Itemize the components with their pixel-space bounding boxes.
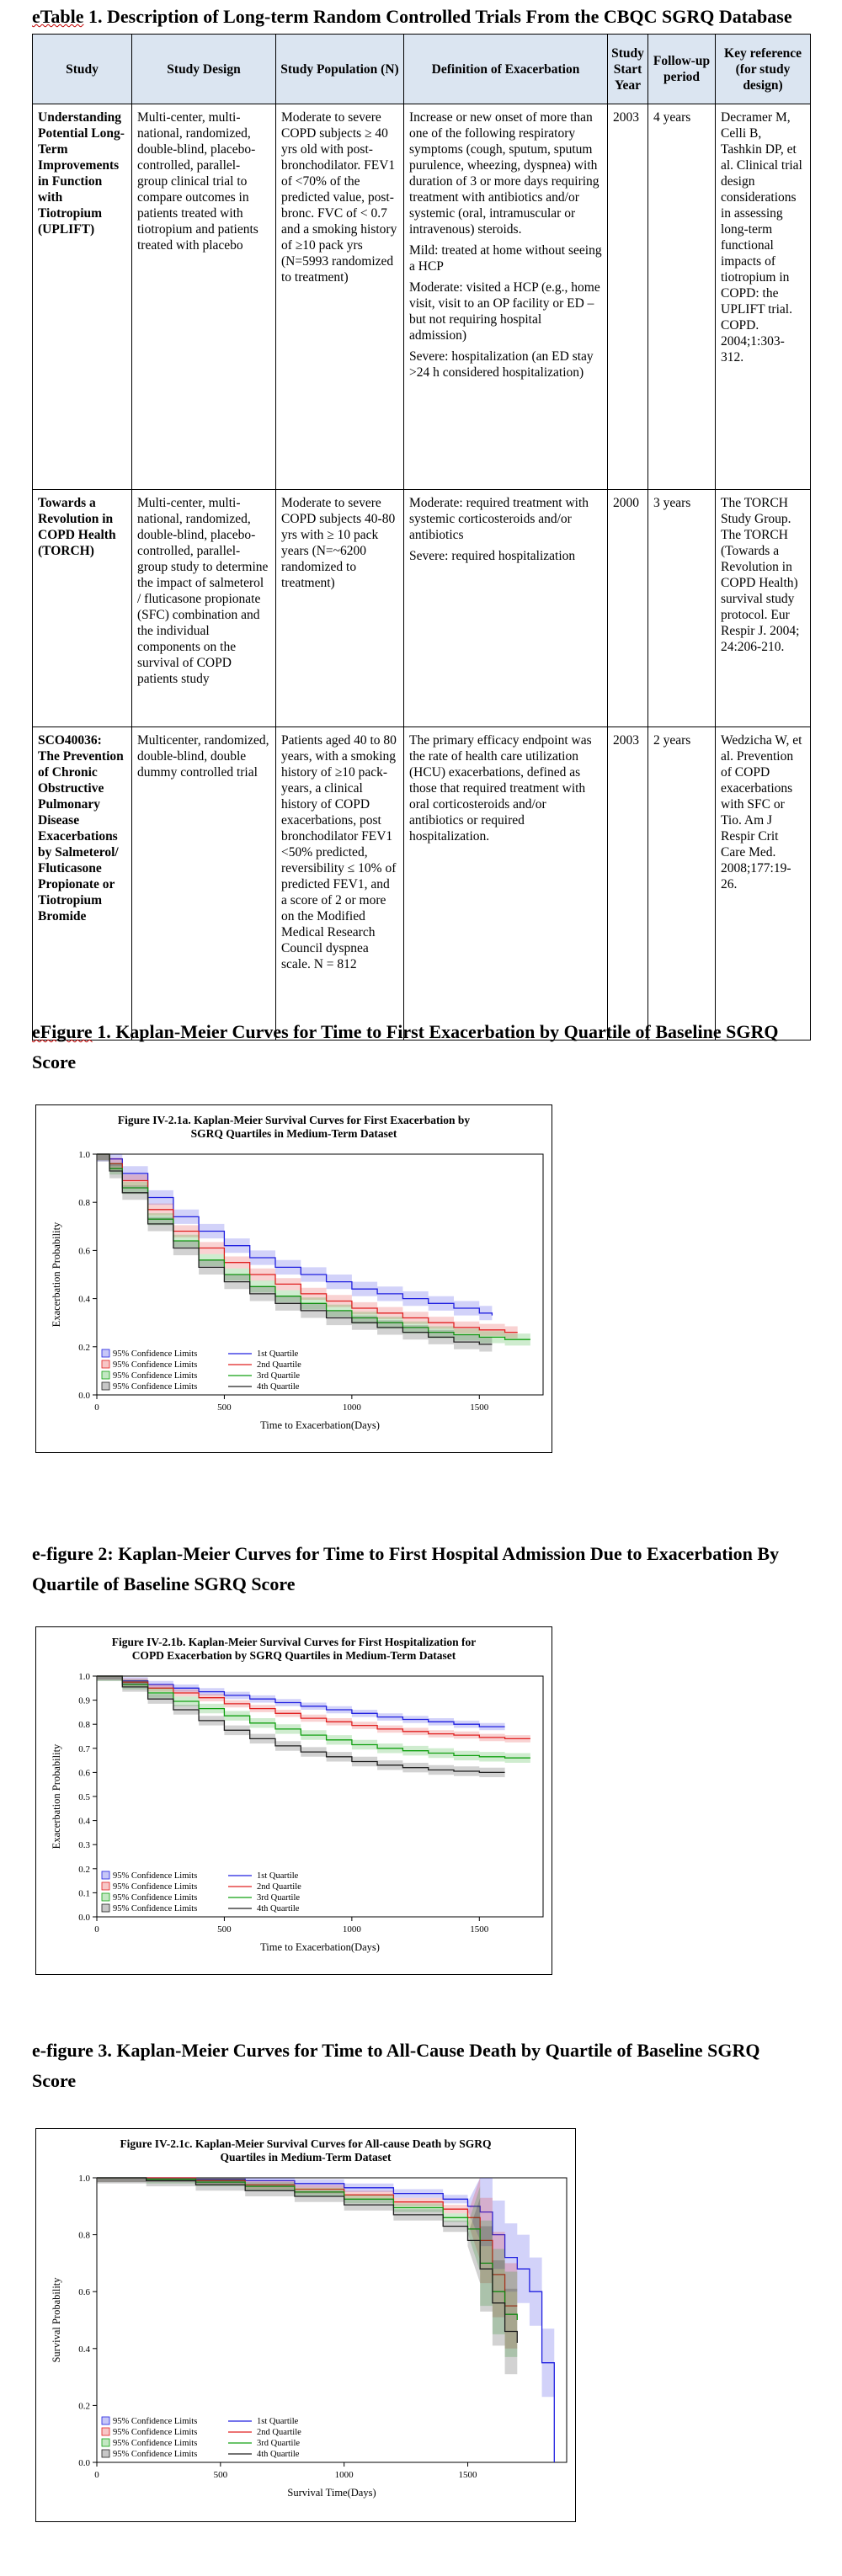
km-chart-first-hospitalization: [35, 1626, 552, 1975]
header-design: Study Design: [132, 35, 276, 104]
figure-caption-text: e-figure 2: Kaplan-Meier Curves for Time to First Hospital Admission Due to Exacerbation By Quartile of Baseline SGRQ Score: [32, 1543, 780, 1594]
table-row: [33, 490, 811, 727]
legend-ci-label: 95% Confidence Limits: [113, 1882, 198, 1892]
cell-reference: Wedzicha W, et al. Prevention of COPD exacerbations with SFC or Tio. Am J Respir Crit Care Med. 2008;177:19-26.: [716, 727, 811, 1041]
legend-series-label: 2nd Quartile: [257, 2428, 301, 2437]
figure-caption-lead: eFigure: [32, 1021, 93, 1042]
legend-ci-label: 95% Confidence Limits: [113, 1904, 198, 1913]
header-definition: Definition of Exacerbation: [404, 35, 608, 104]
cell-design: Multicenter, randomized, double-blind, double dummy controlled trial: [132, 727, 276, 1041]
plot-area: [97, 1676, 543, 1917]
y-tick-label: 0.7: [78, 1743, 90, 1754]
chart-title: Figure IV-2.1a. Kaplan-Meier Survival Curves for First Exacerbation by SGRQ Quartiles in Medium-Term Dataset: [117, 1114, 471, 1140]
y-tick-label: 0.5: [78, 1792, 90, 1802]
chart-svg: [36, 1105, 552, 1452]
x-tick-label: 500: [213, 2470, 228, 2480]
legend-ci-swatch: [102, 1382, 109, 1390]
cell-design: Multi-center, multi-national, randomized, double-blind, placebo-controlled, parallel-group study to determine the impact of salmeterol / fluticasone propionate (SFC) combination and the individual components on the survival of COPD patients study: [132, 490, 276, 727]
chart-title: Figure IV-2.1b. Kaplan-Meier Survival Curves for First Hospitalization for COPD Exacerbation by SGRQ Quartiles in Medium-Term Dataset: [111, 1636, 477, 1662]
y-tick-label: 0.0: [78, 1391, 90, 1401]
cell-definition: [404, 490, 608, 727]
cell-study: Understanding Potential Long-Term Improvements in Function with Tiotropium (UPLIFT): [33, 104, 132, 490]
legend-ci-label: 95% Confidence Limits: [113, 1382, 198, 1392]
y-tick-label: 0.8: [78, 2230, 90, 2241]
y-tick-label: 1.0: [78, 1672, 90, 1682]
trials-table: [32, 34, 811, 1041]
header-population: Study Population (N): [276, 35, 404, 104]
table-header-row: [33, 35, 811, 104]
definition-line: The primary efficacy endpoint was the rate of health care utilization (HCU) exacerbations, defined as those that required treatment with oral corticosteroids and/or antibiotics or required hospitalization.: [409, 733, 592, 844]
x-tick-label: 500: [217, 1402, 232, 1413]
y-tick-label: 0.6: [78, 2287, 90, 2298]
legend-ci-swatch: [102, 1371, 109, 1379]
y-tick-label: 1.0: [78, 2174, 90, 2184]
y-tick-label: 0.4: [78, 2344, 90, 2355]
cell-population: Moderate to severe COPD subjects ≥ 40 yrs old with post-bronchodilator. FEV1 of <70% of the predicted value, post-bronc. FVC of < 0.7 and a smoking history of ≥10 pack yrs (N=5993 randomized to treatment): [276, 104, 404, 490]
legend-ci-label: 95% Confidence Limits: [113, 2450, 198, 2459]
y-tick-label: 0.6: [78, 1246, 90, 1257]
legend-ci-label: 95% Confidence Limits: [113, 1893, 198, 1903]
y-tick-label: 1.0: [78, 1150, 90, 1160]
y-tick-label: 0.0: [78, 1913, 90, 1923]
y-tick-label: 0.9: [78, 1695, 90, 1706]
x-tick-label: 500: [217, 1924, 232, 1935]
y-axis-label: Exacerbation Probability: [51, 1221, 62, 1328]
chart-title: Figure IV-2.1c. Kaplan-Meier Survival Curves for All-cause Death by SGRQ Quartiles in Medium-Term Dataset: [120, 2137, 492, 2164]
legend-ci-swatch: [102, 2439, 109, 2446]
definition-line: Severe: hospitalization (an ED stay >24 h considered hospitalization): [409, 349, 594, 380]
cell-followup: 4 years: [648, 104, 716, 490]
figure-caption-3: [32, 2036, 790, 2096]
header-start-year: Study Start Year: [608, 35, 648, 104]
x-tick-label: 1500: [470, 1402, 489, 1413]
legend-ci-label: 95% Confidence Limits: [113, 1360, 198, 1370]
legend-ci-swatch: [102, 1893, 109, 1901]
legend-ci-swatch: [102, 2417, 109, 2424]
cell-population: Moderate to severe COPD subjects 40-80 yrs with ≥ 10 pack years (N=~6200 randomized to treatment): [276, 490, 404, 727]
legend-ci-label: 95% Confidence Limits: [113, 1871, 198, 1881]
cell-design: Multi-center, multi-national, randomized, double-blind, placebo-controlled, parallel-group clinical trial to compare outcomes in patients treated with tiotropium and patients treated with placebo: [132, 104, 276, 490]
legend-ci-label: 95% Confidence Limits: [113, 1349, 198, 1359]
x-axis-label: Time to Exacerbation(Days): [260, 1419, 380, 1431]
chart-svg: [36, 1627, 552, 1974]
legend-ci-label: 95% Confidence Limits: [113, 2439, 198, 2448]
cell-definition: [404, 727, 608, 1041]
table-row: [33, 104, 811, 490]
legend-ci-swatch: [102, 1871, 109, 1879]
y-tick-label: 0.6: [78, 1768, 90, 1779]
legend-series-label: 3rd Quartile: [257, 2439, 301, 2448]
x-tick-label: 0: [94, 1402, 99, 1413]
definition-line: Mild: treated at home without seeing a HCP: [409, 243, 602, 274]
y-tick-label: 0.2: [78, 1864, 90, 1875]
legend-ci-label: 95% Confidence Limits: [113, 2417, 198, 2426]
cell-start-year: 2003: [608, 104, 648, 490]
cell-followup: 3 years: [648, 490, 716, 727]
cell-reference: Decramer M, Celli B, Tashkin DP, et al. Clinical trial design considerations in assessing long-term functional impacts of tiotropium in COPD: the UPLIFT trial. COPD. 2004;1:303-312.: [716, 104, 811, 490]
legend-ci-swatch: [102, 1360, 109, 1368]
legend-ci-swatch: [102, 1882, 109, 1890]
x-tick-label: 0: [94, 2470, 99, 2480]
x-tick-label: 1000: [342, 1402, 361, 1413]
y-tick-label: 0.8: [78, 1198, 90, 1209]
x-axis-label: Time to Exacerbation(Days): [260, 1941, 380, 1953]
cell-study: Towards a Revolution in COPD Health (TORCH): [33, 490, 132, 727]
y-tick-label: 0.4: [78, 1294, 90, 1305]
y-axis-label: Exacerbation Probability: [51, 1743, 62, 1850]
legend-series-label: 1st Quartile: [257, 1349, 299, 1359]
legend-series-label: 4th Quartile: [257, 1904, 300, 1913]
definition-line: Increase or new onset of more than one of the following respiratory symptoms (cough, sputum, sputum purulence, wheezing, dyspnea) with duration of 3 or more days requiring treatment with antibiotics and/or systemic (oral, intramuscular or intravenous) steroids.: [409, 110, 600, 237]
table-row: [33, 727, 811, 1041]
chart-svg: [36, 2129, 575, 2521]
y-tick-label: 0.4: [78, 1816, 90, 1827]
legend-series-label: 4th Quartile: [257, 1382, 300, 1392]
y-tick-label: 0.3: [78, 1840, 90, 1851]
legend-series-label: 2nd Quartile: [257, 1882, 301, 1892]
cell-study: SCO40036: The Prevention of Chronic Obstructive Pulmonary Disease Exacerbations by Salmeterol/ Fluticasone Propionate or Tiotropium Bromide: [33, 727, 132, 1041]
legend-series-label: 4th Quartile: [257, 2450, 300, 2459]
definition-line: Moderate: required treatment with systemic corticosteroids and/or antibiotics: [409, 496, 589, 542]
y-tick-label: 0.2: [78, 2401, 90, 2412]
header-reference: Key reference (for study design): [716, 35, 811, 104]
definition-line: Severe: required hospitalization: [409, 549, 576, 563]
y-axis-label: Survival Probability: [51, 2277, 62, 2363]
legend-ci-label: 95% Confidence Limits: [113, 2428, 198, 2437]
x-tick-label: 1500: [470, 1924, 489, 1935]
cell-followup: 2 years: [648, 727, 716, 1041]
figure-caption-text: 1. Kaplan-Meier Curves for Time to First Exacerbation by Quartile of Baseline SGRQ Score: [32, 1021, 779, 1072]
legend-series-label: 1st Quartile: [257, 1871, 299, 1881]
y-tick-label: 0.2: [78, 1342, 90, 1353]
figure-caption-text: e-figure 3. Kaplan-Meier Curves for Time to All-Cause Death by Quartile of Baseline SGRQ Score: [32, 2040, 760, 2091]
table-caption: [32, 2, 792, 32]
km-chart-first-exacerbation: [35, 1104, 552, 1453]
y-tick-label: 0.1: [78, 1888, 90, 1899]
cell-start-year: 2003: [608, 727, 648, 1041]
x-axis-label: Survival Time(Days): [287, 2487, 376, 2499]
y-tick-label: 0.8: [78, 1720, 90, 1731]
x-tick-label: 0: [94, 1924, 99, 1935]
table-caption-text: 1. Description of Long-term Random Controlled Trials From the CBQC SGRQ Database: [83, 6, 792, 27]
header-study: Study: [33, 35, 132, 104]
legend-ci-swatch: [102, 1904, 109, 1912]
legend-series-label: 1st Quartile: [257, 2417, 299, 2426]
legend-series-label: 3rd Quartile: [257, 1371, 301, 1381]
cell-start-year: 2000: [608, 490, 648, 727]
legend-ci-swatch: [102, 2428, 109, 2435]
cell-population: Patients aged 40 to 80 years, with a smoking history of ≥10 pack-years, a clinical history of COPD exacerbations, post bronchodilator FEV1 <50% predicted, reversibility ≤ 10% of predicted FEV1, and a score of 2 or more on the Modified Medical Research Council dyspnea scale. N = 812: [276, 727, 404, 1041]
figure-caption-2: [32, 1539, 790, 1599]
figure-caption-1: [32, 1017, 790, 1078]
x-tick-label: 1000: [334, 2470, 354, 2480]
legend-ci-label: 95% Confidence Limits: [113, 1371, 198, 1381]
x-tick-label: 1000: [342, 1924, 361, 1935]
table-caption-lead: eTable: [32, 6, 84, 27]
legend-ci-swatch: [102, 2450, 109, 2457]
cell-reference: The TORCH Study Group. The TORCH (Towards a Revolution in COPD Health) survival study protocol. Eur Respir J. 2004; 24:206-210.: [716, 490, 811, 727]
cell-definition: [404, 104, 608, 490]
x-tick-label: 1500: [458, 2470, 477, 2480]
definition-line: Moderate: visited a HCP (e.g., home visit, visit to an OP facility or ED – but not requiring hospital admission): [409, 280, 600, 343]
legend-ci-swatch: [102, 1349, 109, 1357]
legend-series-label: 2nd Quartile: [257, 1360, 301, 1370]
y-tick-label: 0.0: [78, 2458, 90, 2468]
header-followup: Follow-up period: [648, 35, 716, 104]
legend-series-label: 3rd Quartile: [257, 1893, 301, 1903]
km-chart-all-cause-death: [35, 2128, 576, 2522]
